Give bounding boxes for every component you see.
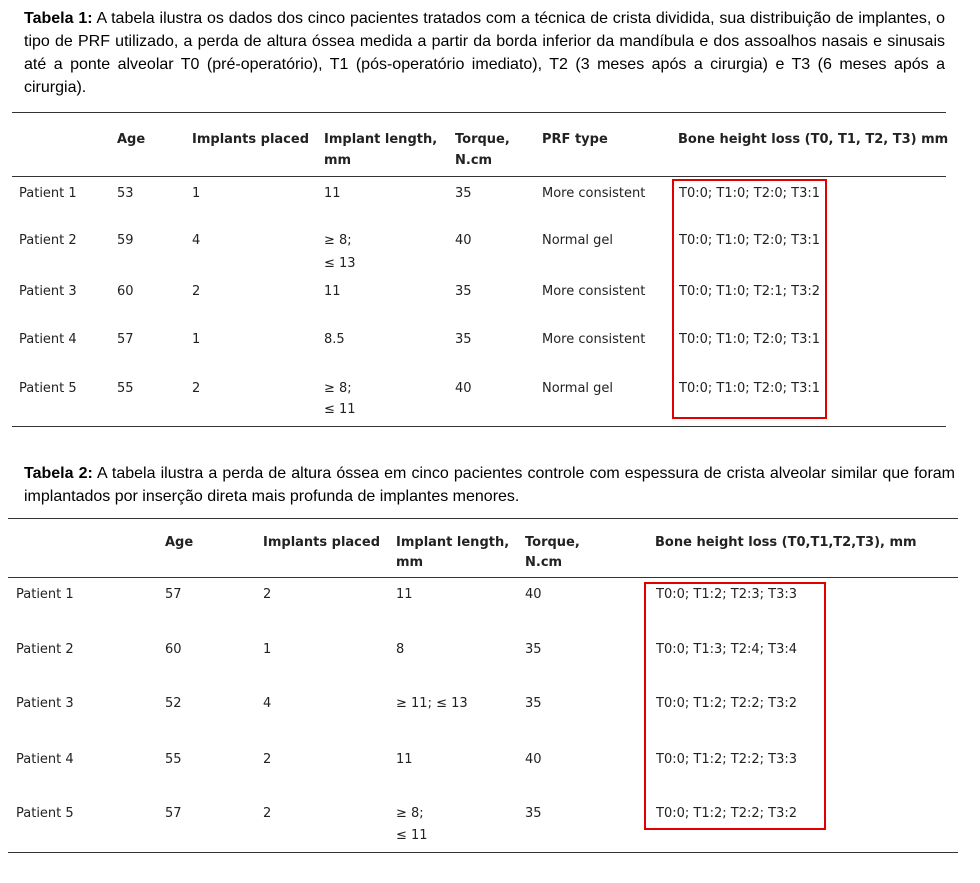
t2-r5-torque: 35	[525, 806, 542, 821]
caption-2-text: A tabela ilustra a perda de altura óssea em cinco pacientes controle com espessura de crista alveolar similar que foram implantados por inserção direta mais profunda de implantes menores.	[24, 465, 956, 505]
t1-r1-patient: Patient 1	[19, 186, 77, 201]
t2-r3-torque: 35	[525, 696, 542, 711]
t2-r5-length: ≥ 8;	[396, 806, 424, 821]
table-2-header-rule	[8, 577, 958, 578]
t2-r5-bone: T0:0; T1:2; T2:2; T3:2	[656, 806, 797, 821]
t1-header-implants: Implants placed	[192, 132, 310, 147]
t2-r2-torque: 35	[525, 642, 542, 657]
t2-r3-patient: Patient 3	[16, 696, 74, 711]
t1-r4-length: 8.5	[324, 332, 345, 347]
t2-r1-bone: T0:0; T1:2; T2:3; T3:3	[656, 587, 797, 602]
t1-r5-bone: T0:0; T1:0; T2:0; T3:1	[679, 381, 820, 396]
t2-header-length: Implant length,	[396, 535, 510, 550]
t1-r4-age: 57	[117, 332, 134, 347]
t2-r4-length: 11	[396, 752, 413, 767]
t2-r3-implants: 4	[263, 696, 272, 711]
table-2-top-rule	[8, 518, 958, 519]
table-2-bottom-rule	[8, 852, 958, 853]
t2-r2-implants: 1	[263, 642, 272, 657]
t1-r3-age: 60	[117, 284, 134, 299]
t2-r1-implants: 2	[263, 587, 272, 602]
t2-header-age: Age	[165, 535, 194, 550]
t2-r4-age: 55	[165, 752, 182, 767]
t2-header-torque-unit: N.cm	[525, 555, 563, 570]
t1-r5-length: ≥ 8;	[324, 381, 352, 396]
t1-r2-length: ≥ 8;	[324, 233, 352, 248]
t1-header-prf: PRF type	[542, 132, 608, 147]
t1-r4-bone: T0:0; T1:0; T2:0; T3:1	[679, 332, 820, 347]
t2-r3-bone: T0:0; T1:2; T2:2; T3:2	[656, 696, 797, 711]
table-2-highlight-box	[644, 582, 826, 830]
t1-header-length-unit: mm	[324, 153, 352, 168]
t1-header-torque-unit: N.cm	[455, 153, 493, 168]
t1-r2-bone: T0:0; T1:0; T2:0; T3:1	[679, 233, 820, 248]
t2-r3-length: ≥ 11; ≤ 13	[396, 696, 468, 711]
t1-r5-torque: 40	[455, 381, 472, 396]
t2-r4-implants: 2	[263, 752, 272, 767]
t1-header-torque: Torque,	[455, 132, 510, 147]
t1-r5-implants: 2	[192, 381, 201, 396]
t1-r2-prf: Normal gel	[542, 233, 614, 248]
t2-r4-torque: 40	[525, 752, 542, 767]
t2-r2-bone: T0:0; T1:3; T2:4; T3:4	[656, 642, 797, 657]
t1-r3-torque: 35	[455, 284, 472, 299]
t2-header-length-unit: mm	[396, 555, 424, 570]
t2-r1-age: 57	[165, 587, 182, 602]
t1-r1-torque: 35	[455, 186, 472, 201]
t1-r1-length: 11	[324, 186, 341, 201]
t2-r1-length: 11	[396, 587, 413, 602]
t1-r2-length-max: ≤ 13	[324, 256, 356, 271]
t1-r1-implants: 1	[192, 186, 201, 201]
t1-r4-implants: 1	[192, 332, 201, 347]
t2-header-torque: Torque,	[525, 535, 580, 550]
t1-r3-implants: 2	[192, 284, 201, 299]
t1-r1-prf: More consistent	[542, 186, 646, 201]
t1-r2-age: 59	[117, 233, 134, 248]
t2-r5-age: 57	[165, 806, 182, 821]
t2-header-bone: Bone height loss (T0,T1,T2,T3), mm	[655, 535, 917, 550]
t1-r4-patient: Patient 4	[19, 332, 77, 347]
t2-r4-bone: T0:0; T1:2; T2:2; T3:3	[656, 752, 797, 767]
t1-r2-patient: Patient 2	[19, 233, 77, 248]
t1-header-bone: Bone height loss (T0, T1, T2, T3) mm	[678, 132, 949, 147]
t1-r3-patient: Patient 3	[19, 284, 77, 299]
t1-r5-length-max: ≤ 11	[324, 402, 356, 417]
t2-r2-age: 60	[165, 642, 182, 657]
t2-r1-patient: Patient 1	[16, 587, 74, 602]
t2-r5-patient: Patient 5	[16, 806, 74, 821]
t1-r2-implants: 4	[192, 233, 201, 248]
t1-r3-prf: More consistent	[542, 284, 646, 299]
t1-r4-torque: 35	[455, 332, 472, 347]
t1-r5-patient: Patient 5	[19, 381, 77, 396]
t1-r3-length: 11	[324, 284, 341, 299]
t1-r5-age: 55	[117, 381, 134, 396]
t2-r1-torque: 40	[525, 587, 542, 602]
t1-r3-bone: T0:0; T1:0; T2:1; T3:2	[679, 284, 820, 299]
t2-r5-implants: 2	[263, 806, 272, 821]
t1-r1-bone: T0:0; T1:0; T2:0; T3:1	[679, 186, 820, 201]
caption-1-label: Tabela 1:	[24, 10, 93, 27]
t2-r2-patient: Patient 2	[16, 642, 74, 657]
t2-r3-age: 52	[165, 696, 182, 711]
t2-r2-length: 8	[396, 642, 405, 657]
caption-1-text: A tabela ilustra os dados dos cinco pacientes tratados com a técnica de crista dividida, sua distribuição de implantes, o tipo de PRF utilizado, a perda de altura óssea medida a partir da borda inferior da mandíbula e dos assoalhos nasais e sinusais até a ponte alveolar T0 (pré-operatório), T1 (pós-operatório imediato), T2 (3 meses após a cirurgia) e T3 (6 meses após a cirurgia).	[24, 10, 946, 96]
t1-r2-torque: 40	[455, 233, 472, 248]
t1-r4-prf: More consistent	[542, 332, 646, 347]
t1-r1-age: 53	[117, 186, 134, 201]
t2-r4-patient: Patient 4	[16, 752, 74, 767]
t1-header-length: Implant length,	[324, 132, 438, 147]
t2-header-implants: Implants placed	[263, 535, 381, 550]
t1-header-age: Age	[117, 132, 146, 147]
caption-2-label: Tabela 2:	[24, 465, 93, 482]
t1-r5-prf: Normal gel	[542, 381, 614, 396]
t2-r5-length-max: ≤ 11	[396, 828, 428, 843]
